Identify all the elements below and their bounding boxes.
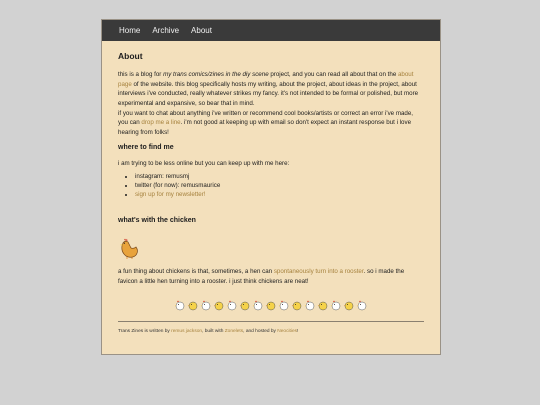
contact-text: if you want to chat about anything i've written or recommend cool books/artists or correct an error i've made, you can xyxy=(118,109,414,127)
chick-icon xyxy=(187,299,199,311)
chick-icon xyxy=(239,299,251,311)
nav-archive-link[interactable]: Archive xyxy=(152,26,180,35)
social-item-instagram: • instagram: remusmj xyxy=(135,173,424,182)
chick-icon xyxy=(265,299,277,311)
chicken-text: a fun thing about chickens is that, sometimes, a hen can xyxy=(118,268,274,276)
neocities-link[interactable]: Neocities xyxy=(277,328,298,334)
chick-icon xyxy=(252,299,264,311)
find-me-intro: i am trying to be less online but you can keep up with me here: xyxy=(118,160,290,168)
footer-text: , built with xyxy=(202,328,225,334)
footer xyxy=(118,328,424,335)
social-item-newsletter xyxy=(135,191,424,200)
chick-icon xyxy=(200,299,212,311)
chick-icon xyxy=(278,299,290,311)
chick-icon xyxy=(226,299,238,311)
nav-about-link[interactable]: About xyxy=(191,26,212,35)
chick-icon xyxy=(356,299,368,311)
footer-text: Trans Zines is written by xyxy=(118,328,172,334)
chick-icon xyxy=(174,299,186,311)
contact-text: . i'm not good at keeping up with email so don't expect an instant response but i love hearing from folks! xyxy=(118,119,412,136)
chick-icon xyxy=(304,299,316,311)
about-text: of the website. this blog specifically hosts my writing, about the project, about ideas in the project, about interviews i've conducted, really whatever strikes my fancy. it's not intended to be formal or polished, but more experimental and expansive, so bear that in mind. xyxy=(118,80,419,107)
footer-divider xyxy=(118,321,424,322)
author-link[interactable]: remus jackson xyxy=(171,328,203,334)
newsletter-link[interactable]: sign up for my newsletter! xyxy=(135,190,206,198)
footer-text: ! xyxy=(297,328,299,334)
chicken-icon xyxy=(118,238,140,260)
chicken-row xyxy=(118,299,424,311)
about-text: this is a blog for xyxy=(118,71,164,79)
zonelets-link[interactable]: Zonelets xyxy=(224,328,244,334)
main-content xyxy=(102,41,440,335)
social-item-twitter: • twitter (for now): remusmaurice xyxy=(135,182,424,191)
find-me-heading: where to find me xyxy=(118,144,174,152)
chicken-heading: what's with the chicken xyxy=(118,216,196,224)
contact-paragraph xyxy=(118,109,424,138)
chicken-text: . so i made the favicon a little hen turning into a rooster. i just think chickens are neat! xyxy=(118,268,405,285)
chick-icon xyxy=(213,299,225,311)
chick-icon xyxy=(317,299,329,311)
drop-me-a-line-link[interactable]: drop me a line xyxy=(141,119,181,127)
page-title: About xyxy=(118,51,143,61)
footer-text: , and hosted by xyxy=(243,328,278,334)
about-text: project, and you can read all about that on the xyxy=(268,71,398,79)
chick-icon xyxy=(330,299,342,311)
about-page-link[interactable]: about page xyxy=(118,71,414,88)
page-container xyxy=(101,19,441,355)
chick-icon xyxy=(291,299,303,311)
nav-home-link[interactable]: Home xyxy=(119,26,141,35)
top-nav xyxy=(102,20,440,41)
about-paragraph xyxy=(118,70,424,108)
chick-icon xyxy=(343,299,355,311)
about-emphasis: my trans comics/zines in the diy scene xyxy=(163,71,269,79)
social-list xyxy=(118,173,424,200)
chicken-paragraph xyxy=(118,267,424,286)
rooster-link[interactable]: spontaneously turn into a rooster xyxy=(273,268,364,276)
